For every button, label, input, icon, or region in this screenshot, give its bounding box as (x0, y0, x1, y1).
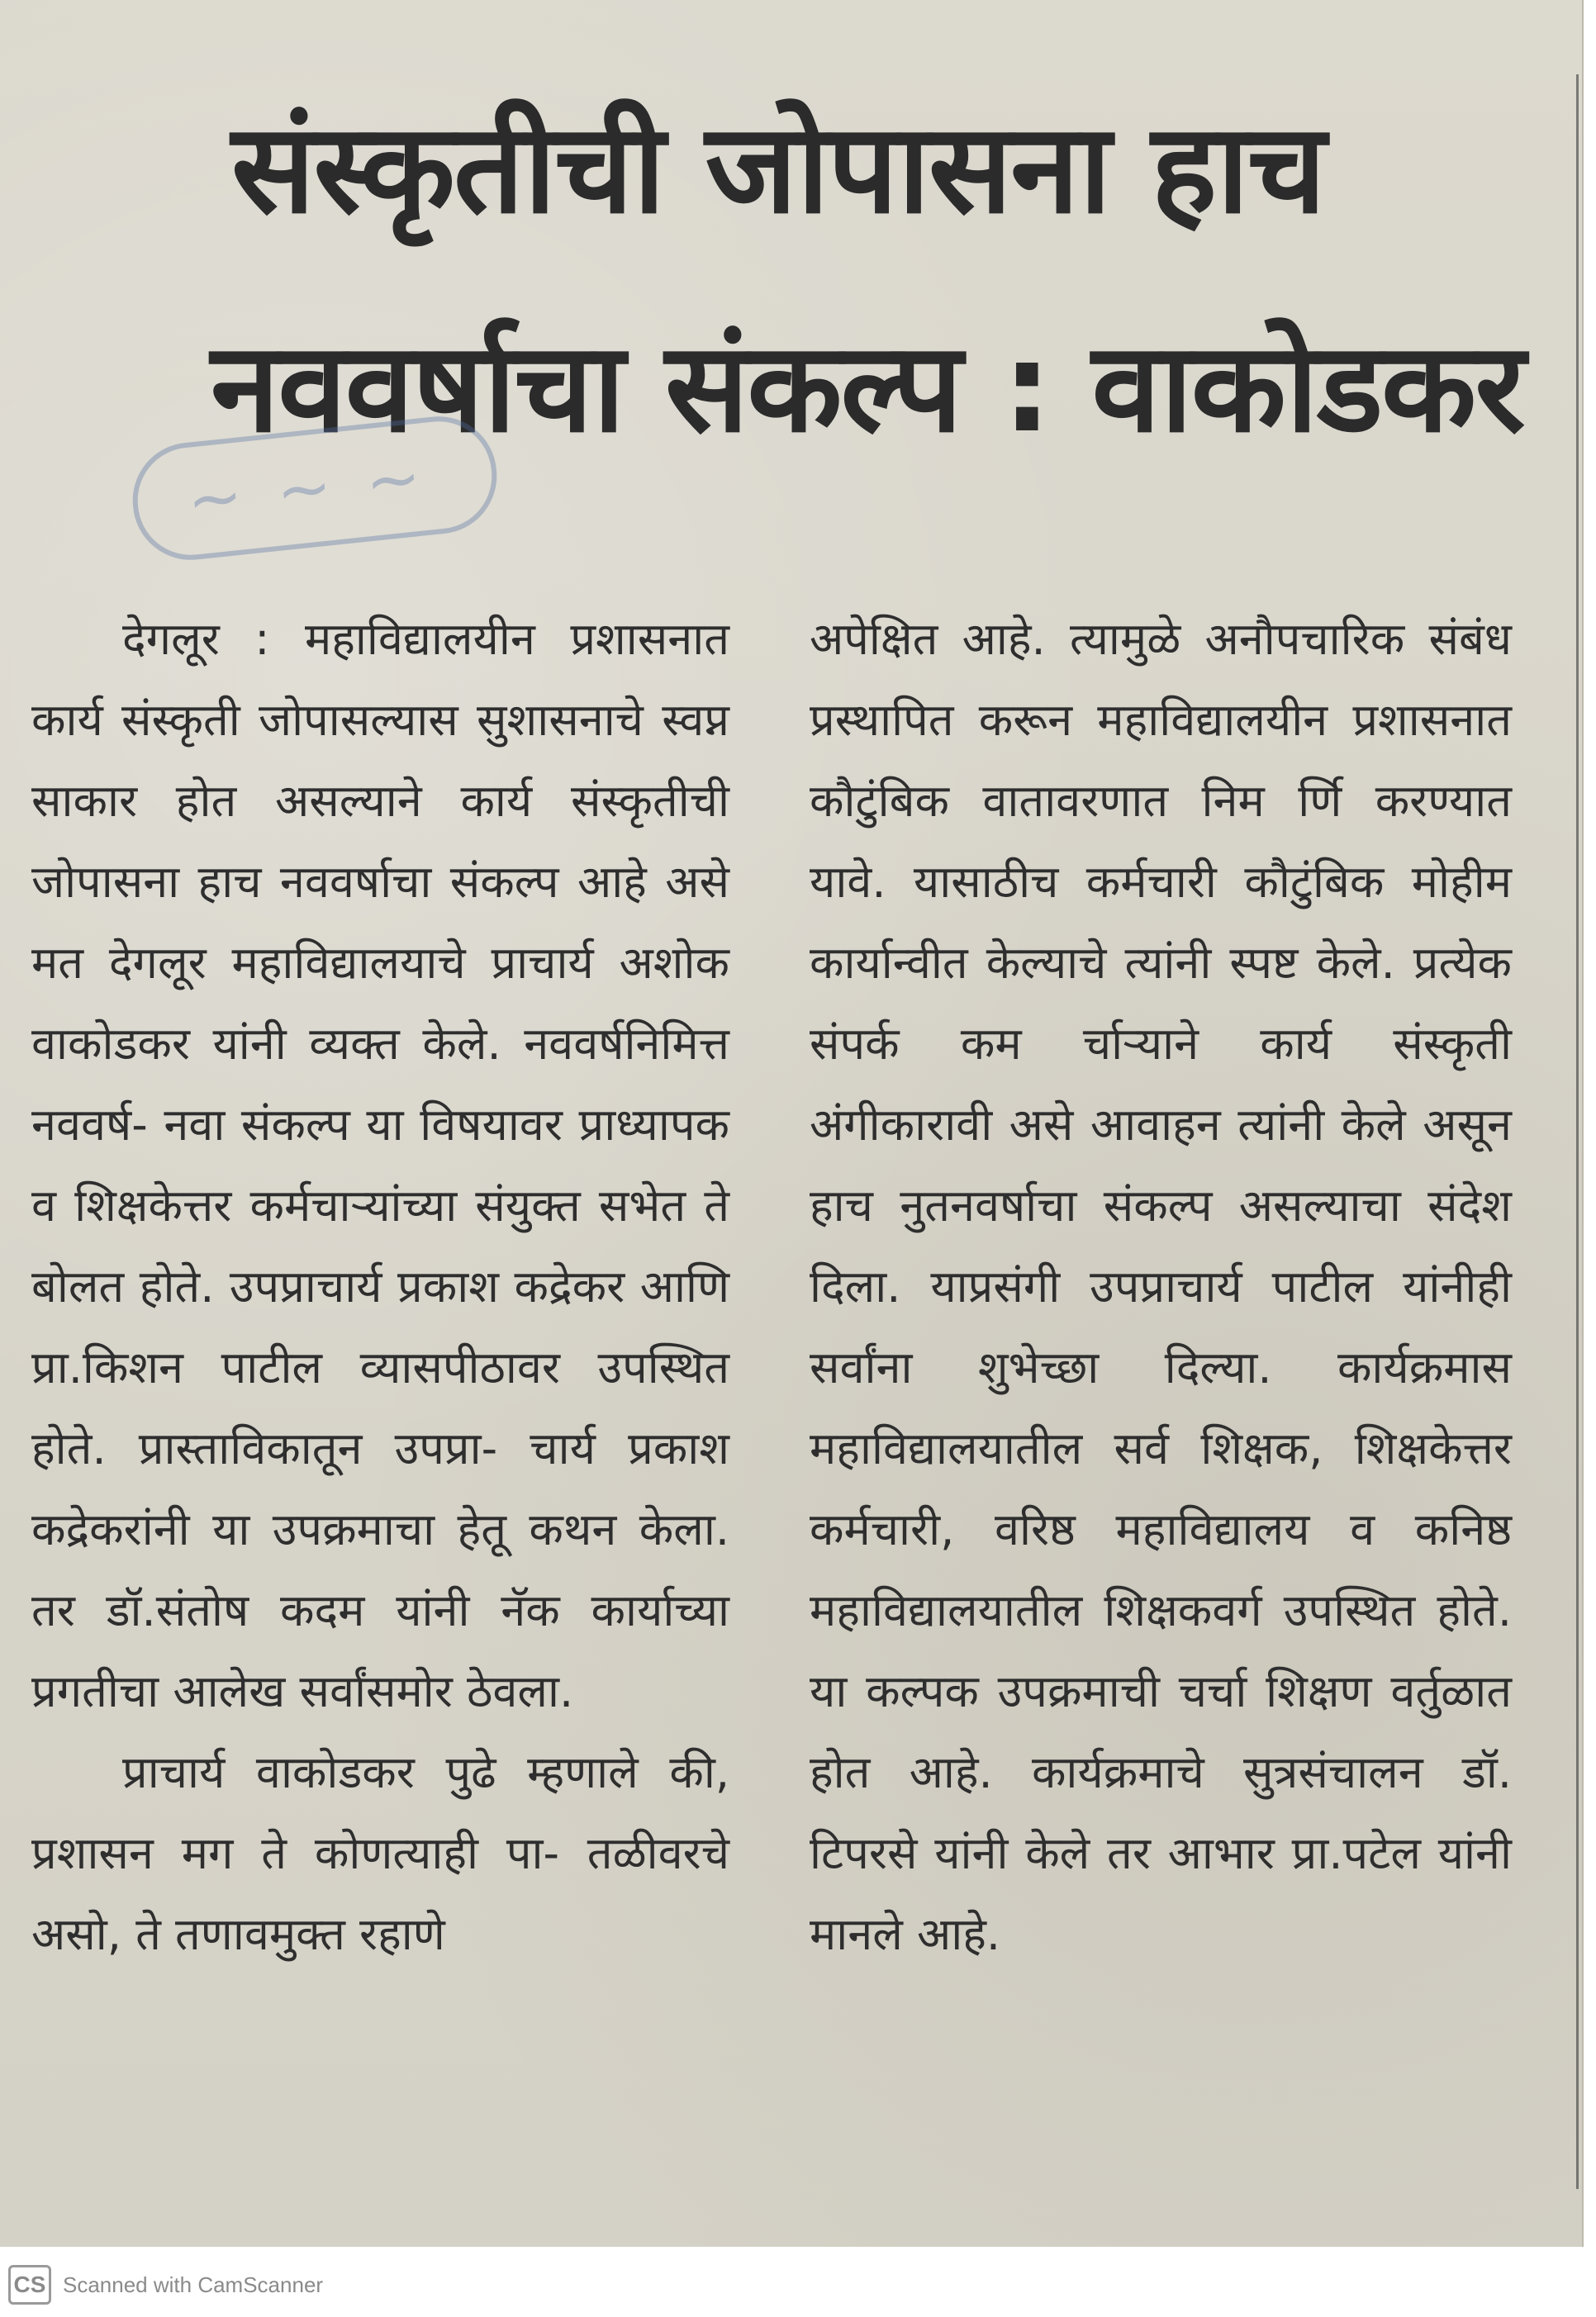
article-paragraph: देगलूर : महाविद्यालयीन प्रशासनात कार्य संस्कृती जोपासल्यास सुशासनाचे स्वप्न साकार होत असल्याने कार्य संस्कृतीची जोपासना हाच नववर्षाचा संकल्प आहे असे मत देगलूर महाविद्यालयाचे प्राचार्य अशोक वाकोडकर यांनी व्यक्त केले. नववर्षनिमित्त नववर्ष- नवा संकल्प या विषयावर प्राध्यापक व शिक्षकेत्तर कर्मचाऱ्यांच्या संयुक्त सभेत ते बोलत होते. उपप्राचार्य प्रकाश कद्रेकर आणि प्रा.किशन पाटील व्यासपीठावर उपस्थित होते. प्रास्ताविकातून उपप्रा- चार्य प्रकाश कद्रेकरांनी या उपक्रमाचा हेतू कथन केला. तर डॉ.संतोष कदम यांनी नॅक कार्याच्या प्रगतीचा आलेख सर्वांसमोर ठेवला. (31, 613, 729, 1717)
scanner-watermark-label: Scanned with CamScanner (63, 2272, 324, 2297)
article-paragraph: प्राचार्य वाकोडकर पुढे म्हणाले की, प्रशासन मग ते कोणत्याही पा- तळीवरचे असो, ते तणावमुक्त रहाणे (31, 1746, 729, 1960)
camscanner-logo-icon: CS (8, 2265, 51, 2305)
ink-stamp-scribble: ~ ~ ~ (183, 437, 432, 539)
headline-line-1: संस्कृतीची जोपासना हाच (231, 97, 1325, 241)
article-column-right (810, 599, 1512, 1975)
article-column-left (31, 599, 729, 1975)
headline-line-2: नववर्षाचा संकल्प : वाकोडकर (211, 316, 1524, 460)
scanner-watermark (8, 2262, 323, 2308)
article-paragraph: अपेक्षित आहे. त्यामुळे अनौपचारिक संबंध प्रस्थापित करून महाविद्यालयीन प्रशासनात कौटुंबिक वातावरणात निम र्णि करण्यात यावे. यासाठीच कर्मचारी कौटुंबिक मोहीम कार्यान्वीत केल्याचे त्यांनी स्पष्ट केले. प्रत्येक संपर्क कम र्चाऱ्याने कार्य संस्कृती अंगीकारावी असे आवाहन त्यांनी केले असून हाच नुतनवर्षाचा संकल्प असल्याचा संदेश दिला. याप्रसंगी उपप्राचार्य पाटील यांनीही सर्वांना शुभेच्छा दिल्या. कार्यक्रमास महाविद्यालयातील सर्व शिक्षक, शिक्षकेत्तर कर्मचारी, वरिष्ठ महाविद्यालय व कनिष्ठ महाविद्यालयातील शिक्षकवर्ग उपस्थित होते. या कल्पक उपक्रमाची चर्चा शिक्षण वर्तुळात होत आहे. कार्यक्रमाचे सुत्रसंचालन डॉ. टिपरसे यांनी केले तर आभार प्रा.पटेल यांनी मानले आहे. (810, 613, 1512, 1960)
